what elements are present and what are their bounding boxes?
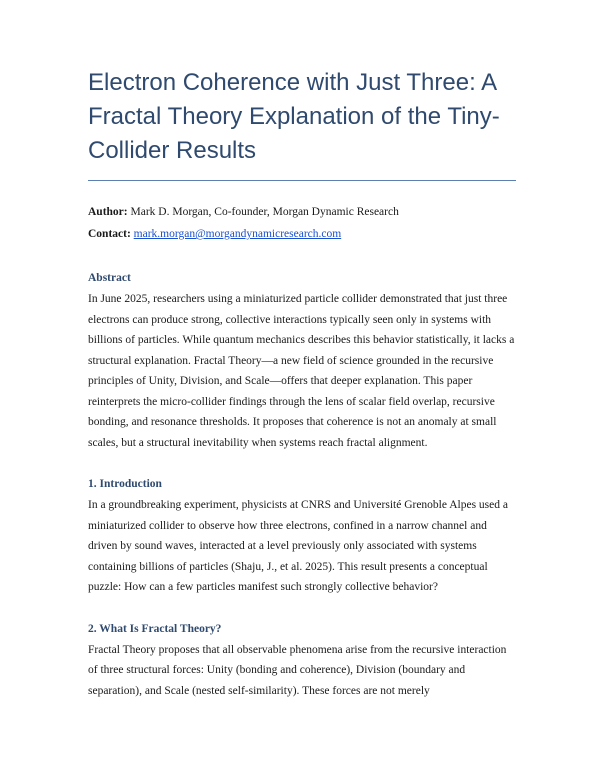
contact-email-link[interactable]: mark.morgan@morgandynamicresearch.com	[133, 228, 342, 240]
introduction-text: In a groundbreaking experiment, physicists at CNRS and Université Grenoble Alpes used a miniaturized collider to observe how three electrons, confined in a narrow channel and driven by sound waves, interacted at a level previously only associated with systems containing billions of particles (Shaju, J., et al. 2025). This result presents a conceptual puzzle: How can a few particles manifest such strongly collective behavior?	[88, 499, 508, 593]
fractal-theory-text: Fractal Theory proposes that all observable phenomena arise from the recursive interaction of three structural forces: Unity (bonding and coherence), Division (boundary and separation), and Scale (nested self-similarity). These forces are not merely	[88, 643, 507, 697]
author-label: Author:	[88, 206, 128, 218]
introduction-section	[88, 475, 516, 598]
document-page	[88, 66, 516, 701]
contact-line	[88, 223, 516, 245]
abstract-heading: Abstract	[88, 272, 131, 284]
fractal-theory-section	[88, 620, 516, 702]
abstract-section	[88, 269, 516, 453]
author-name: Mark D. Morgan, Co-founder, Morgan Dynamic Research	[130, 206, 399, 218]
author-block	[88, 201, 516, 245]
introduction-heading: 1. Introduction	[88, 478, 162, 490]
title-divider	[88, 180, 516, 181]
contact-label: Contact:	[88, 228, 131, 240]
fractal-theory-heading: 2. What Is Fractal Theory?	[88, 622, 222, 635]
abstract-text: In June 2025, researchers using a miniaturized particle collider demonstrated that just three electrons can produce strong, collective interactions typically seen only in systems with billions of particles. While quantum mechanics describes this behavior statistically, it lacks a structural explanation. Fractal Theory—a new field of science grounded in the recursive principles of Unity, Division, and Scale—offers that deeper explanation. This paper reinterprets the micro-collider findings through the lens of scalar field overlap, recursive bonding, and resonance thresholds. It proposes that coherence is not an anomaly at small scales, but a structural inevitability when systems reach fractal alignment.	[88, 293, 515, 449]
author-line	[88, 201, 516, 223]
paper-title: Electron Coherence with Just Three: A Fractal Theory Explanation of the Tiny-Collider Results	[88, 69, 500, 164]
